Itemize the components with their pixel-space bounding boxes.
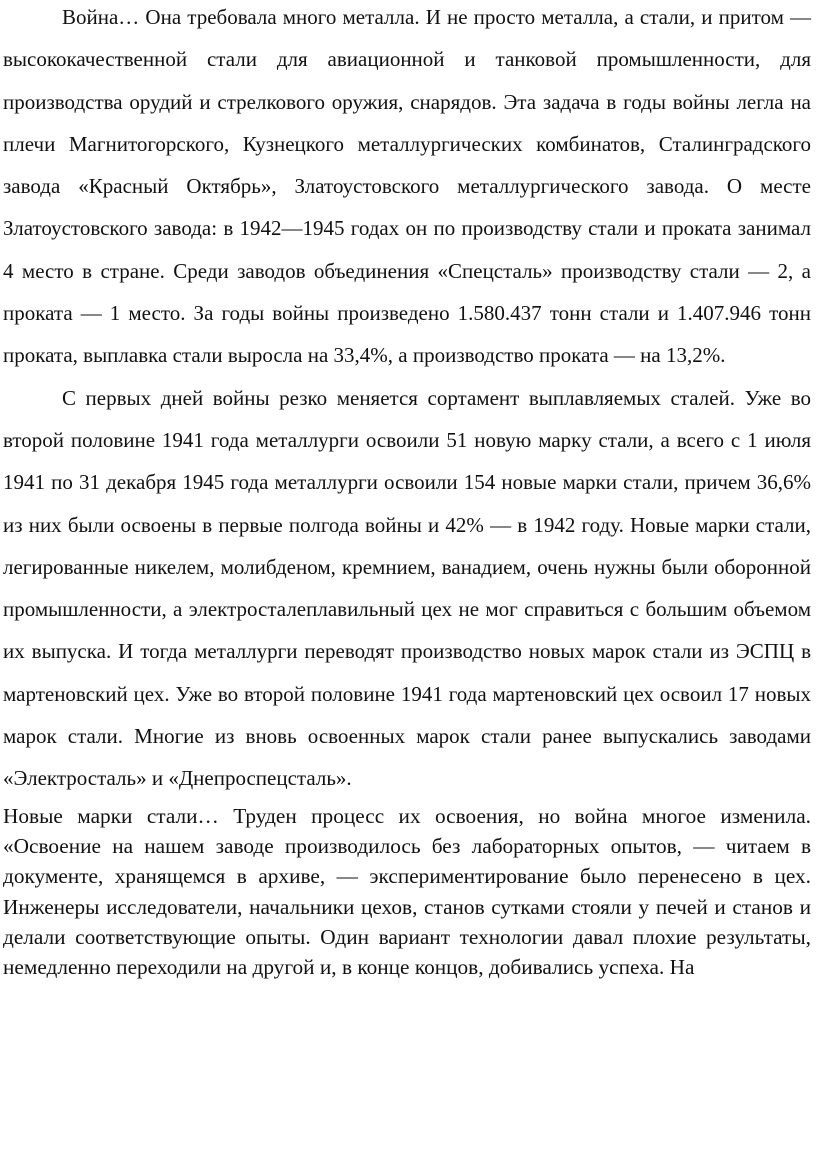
paragraph-new-steel-grades: С первых дней войны резко меняется сортамент выплавляемых сталей. Уже во второй половине 1941 года металлурги освоили 51 новую марку стали, а всего с 1 июля 1941 по 31 декабря 1945 года металлурги освоили 154 новые марки стали, причем 36,6% из них были освоены в первые полгода войны и 42% — в 1942 году. Новые марки стали, легированные никелем, молибденом, кремнием, ванадием, очень нужны были оборонной промышленности, а электросталеплавильный цех не мог справиться с большим объемом их выпуска. И тогда металлурги переводят производство новых марок стали из ЭСПЦ в мартеновский цех. Уже во второй половине 1941 года мартеновский цех освоил 17 новых марок стали. Многие из вновь освоенных марок стали ранее выпускались заводами «Электросталь» и «Днепроспецсталь». [3, 385, 811, 791]
paragraph-mastering-process: Новые марки стали… Труден процесс их освоения, но война многое изменила. «Освоение на нашем заводе производилось без лабораторных опытов, — читаем в документе, хранящемся в архиве, — экспериментирование было перенесено в цех. Инженеры исследователи, начальники цехов, станов сутками стояли у печей и станов и делали соответствующие опыты. Один вариант технологии давал плохие результаты, немедленно переходили на другой и, в конце концов, добивались успеха. На [3, 803, 811, 980]
paragraph-war-metal: Война… Она требовала много металла. И не просто металла, а стали, и притом — высококачественной стали для авиационной и танковой промышленности, для производства орудий и стрелкового оружия, снарядов. Эта задача в годы войны легла на плечи Магнитогорского, Кузнецкого металлургических комбинатов, Сталинградского завода «Красный Октябрь», Златоустовского металлургического завода. О месте Златоустовского завода: в 1942—1945 годах он по производству стали и проката занимал 4 место в стране. Среди заводов объединения «Спецсталь» производству стали — 2, а проката — 1 место. За годы войны произведено 1.580.437 тонн стали и 1.407.946 тонн проката, выплавка стали выросла на 33,4%, а производство проката — на 13,2%. [3, 5, 811, 368]
